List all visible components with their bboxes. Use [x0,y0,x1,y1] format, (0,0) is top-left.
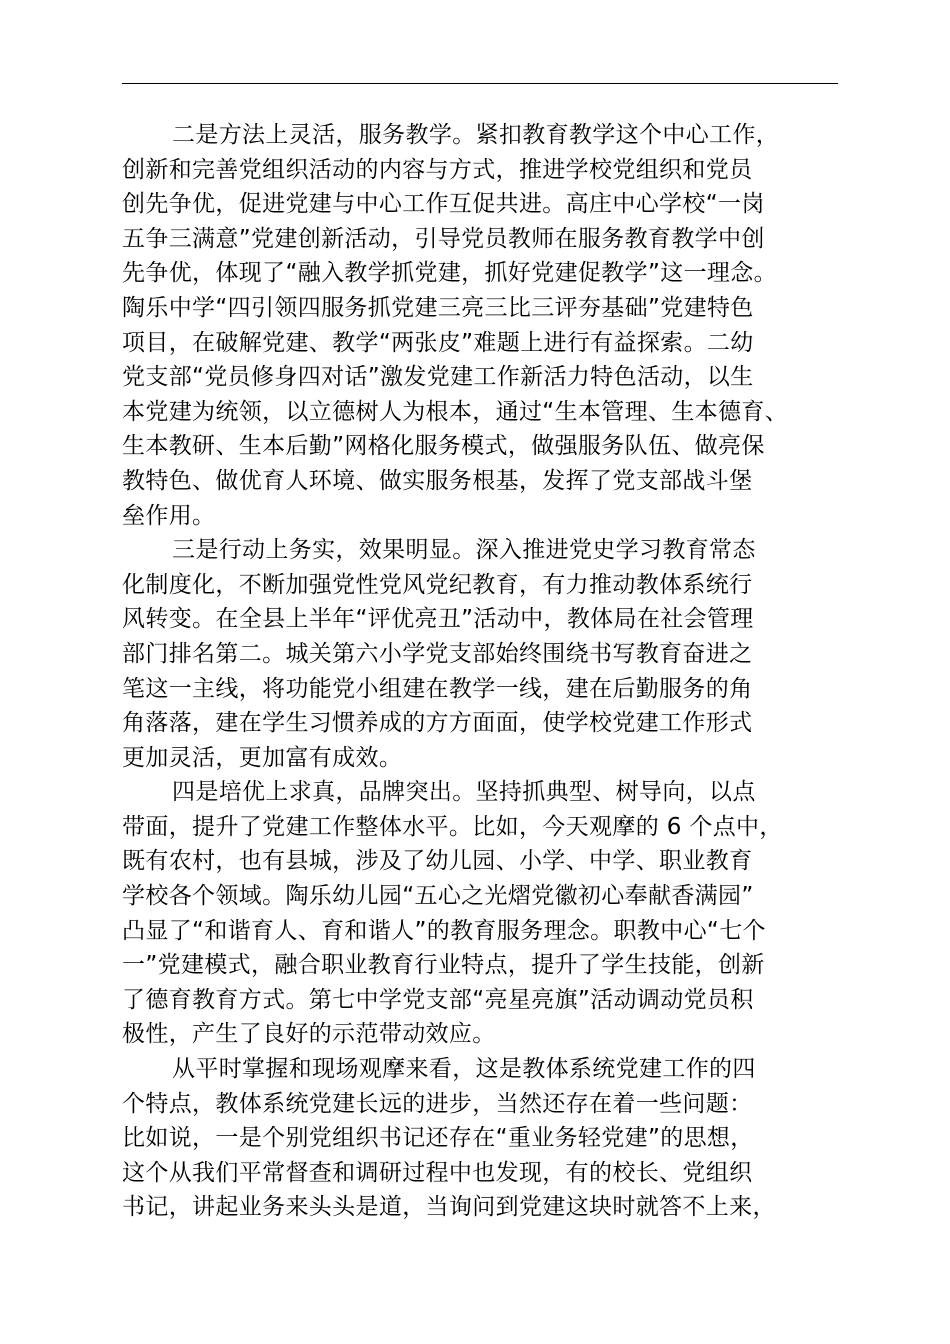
paragraph-line: 部门排名第二。城关第六小学党支部始终围绕书写教育奋进之 [122,640,753,667]
paragraph-line: 个特点，教体系统党建长远的进步，当然还存在着一些问题： [122,1090,753,1117]
paragraph-line: 学校各个领域。陶乐幼儿园“五心之光熠党徽初心奉献香满园” [122,883,754,910]
paragraph-line: 书记，讲起业务来头头是道，当询问到党建这块时就答不上来， [122,1194,776,1221]
paragraph-line: 垒作用。 [122,502,216,529]
paragraph-line: 项目，在破解党建、教学“两张皮”难题上进行有益探索。二幼 [122,329,754,356]
paragraph-line: 教特色、做优育人环境、做实服务根基，发挥了党支部战斗堡 [122,467,753,494]
header-divider [122,83,838,84]
paragraph-line: 一”党建模式，融合职业教育行业特点，提升了学生技能，创新 [122,952,765,979]
paragraph-line: 二是方法上灵活，服务教学。紧扣教育教学这个中心工作， [172,122,780,148]
paragraph-line: 这个从我们平常督查和调研过程中也发现，有的校长、党组织 [122,1159,753,1186]
paragraph-line: 了德育教育方式。第七中学党支部“亮星亮旗”活动调动党员积 [122,986,754,1013]
paragraph-line: 风转变。在全县上半年“评优亮丑”活动中，教体局在社会管理 [122,606,754,633]
paragraph-line: 生本教研、生本后勤”网格化服务模式，做强服务队伍、做亮保 [122,433,765,460]
paragraph-line: 既有农村，也有县城，涉及了幼儿园、小学、中学、职业教育 [122,848,753,875]
paragraph-line: 角落落，建在学生习惯养成的方方面面，使学校党建工作形式 [122,710,753,737]
paragraph-line: 党支部“党员修身四对话”激发党建工作新活力特色活动，以生 [122,364,754,391]
paragraph-line: 笔这一主线，将功能党小组建在教学一线，建在后勤服务的角 [122,675,753,702]
paragraph-line: 本党建为统领，以立德树人为根本，通过“生本管理、生本德育、 [122,398,789,425]
paragraph-line: 五争三满意”党建创新活动，引导党员教师在服务教育教学中创 [122,225,765,252]
paragraph-line: 极性，产生了良好的示范带动效应。 [122,1021,496,1048]
paragraph-line: 创先争优，促进党建与中心工作互促共进。高庄中心学校“一岗 [122,191,765,218]
paragraph-line: 四是培优上求真，品牌突出。坚持抓典型、树导向，以点 [172,779,756,806]
paragraph-line: 创新和完善党组织活动的内容与方式，推进学校党组织和党员 [122,156,753,183]
paragraph-line: 先争优，体现了“融入教学抓党建，抓好党建促教学”这一理念。 [122,260,777,287]
document-body [122,118,867,1225]
paragraph-line: 凸显了“和谐育人、育和谐人”的教育服务理念。职教中心“七个 [122,917,766,944]
paragraph-line: 比如说，一是个别党组织书记还存在“重业务轻党建”的思想， [122,1125,754,1152]
paragraph-line: 化制度化，不断加强党性党风党纪教育，有力推动教体系统行 [122,571,753,598]
paragraph-line: 从平时掌握和现场观摩来看，这是教体系统党建工作的四 [172,1056,756,1083]
paragraph-line: 更加灵活，更加富有成效。 [122,744,403,771]
paragraph-line: 三是行动上务实，效果明显。深入推进党史学习教育常态 [172,537,756,564]
paragraph-line: 陶乐中学“四引领四服务抓党建三亮三比三评夯基础”党建特色 [122,294,754,321]
paragraph-line: 带面，提升了党建工作整体水平。比如，今天观摩的 6 个点中， [122,813,783,840]
